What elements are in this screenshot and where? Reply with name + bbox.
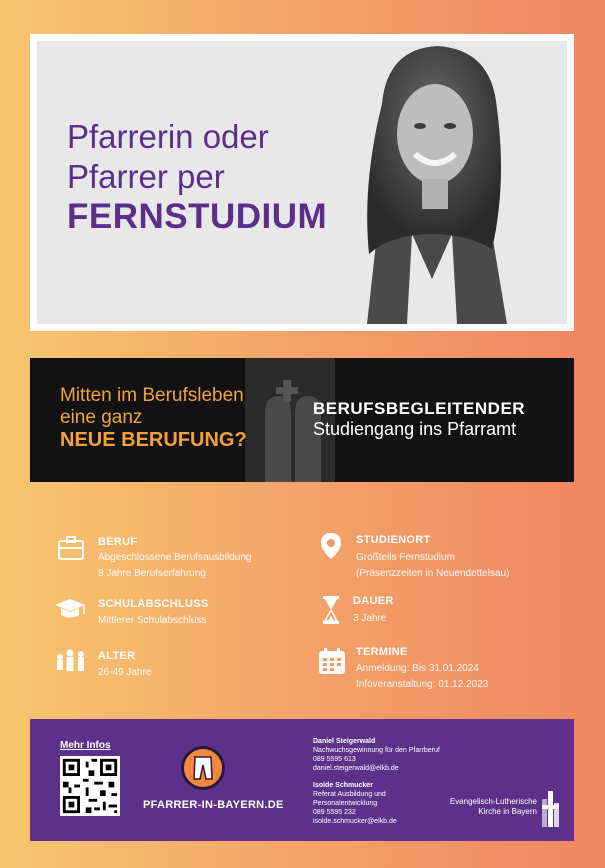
website-label[interactable]: PFARRER-IN-BAYERN.DE (143, 799, 284, 811)
dauer-line: 3 Jahre (353, 613, 387, 624)
mehr-infos-label: Mehr Infos (60, 740, 111, 751)
termine-title: TERMINE (356, 646, 408, 658)
termine-line: Anmeldung: Bis 31.01.2024 (356, 663, 479, 674)
people-icon (54, 648, 88, 672)
hero-title-line1: Pfarrerin oder (67, 118, 269, 155)
banner-right-line1: BERUFSBEGLEITENDER (313, 399, 526, 418)
banner (30, 358, 574, 482)
beruf-title: BERUF (98, 536, 138, 548)
contact-line: 089 5595 232 (313, 809, 356, 816)
qr-code[interactable] (60, 756, 120, 816)
contact-email[interactable]: isolde.schmucker@elkb.de (313, 818, 397, 825)
hero-title-line3: FERNSTUDIUM (67, 197, 328, 236)
contact-line: 089 5595 613 (313, 756, 356, 763)
graduation-cap-icon (53, 597, 87, 621)
banner-headline (60, 385, 247, 451)
alter-text (98, 665, 151, 681)
contact-line: Nachwuchsgewinnung für den Pfarrberuf (313, 747, 440, 754)
contact-email[interactable]: daniel.steigerwald@elkb.de (313, 765, 399, 772)
organization-name (445, 797, 537, 817)
hero-panel (37, 41, 567, 324)
contact-isolde (313, 781, 397, 826)
beruf-line: 8 Jahre Berufserfahrung (98, 568, 206, 579)
beruf-text (98, 550, 251, 582)
schulabschluss-text (98, 613, 206, 629)
banner-left-line1: Mitten im Berufsleben (60, 385, 244, 406)
elkb-logo-icon (542, 791, 560, 827)
hourglass-icon (320, 595, 342, 625)
studienort-line: (Präsenzzeiten in Neuendettelsau) (356, 568, 510, 579)
hero-title (67, 117, 327, 237)
hero-frame (30, 34, 574, 331)
termine-text (356, 661, 488, 693)
calendar-icon (318, 647, 346, 675)
schulabschluss-line: Mittlerer Schulabschluss (98, 615, 207, 626)
contact-line: Referat Ausbildung und (313, 791, 386, 798)
studienort-line: Großteils Fernstudium (356, 552, 455, 563)
alter-title: ALTER (98, 650, 136, 662)
banner-right-line2: Studiengang ins Pfarramt (313, 419, 517, 439)
org-line: Evangelisch-Lutherische (449, 797, 537, 806)
hero-title-line2: Pfarrer per (67, 158, 225, 195)
contact-daniel (313, 737, 440, 773)
location-pin-icon (320, 532, 342, 560)
portrait-photo (307, 41, 557, 324)
beruf-line: Abgeschlossene Berufsausbildung (98, 552, 252, 563)
pants-icon (184, 749, 222, 787)
termine-line: Infoveranstaltung: 01.12.2023 (356, 679, 489, 690)
studienort-text (356, 550, 509, 582)
studienort-title: STUDIENORT (356, 534, 431, 546)
dauer-text (353, 611, 386, 627)
banner-subline (313, 398, 525, 440)
schulabschluss-title: SCHULABSCHLUSS (98, 598, 209, 610)
briefcase-icon (57, 535, 85, 561)
contact-name: Isolde Schmucker (313, 782, 373, 789)
contact-line: Personalentwicklung (313, 800, 378, 807)
org-line: Kirche in Bayern (478, 807, 537, 816)
banner-left-line2: eine ganz (60, 407, 143, 428)
contact-name: Daniel Steigerwald (313, 738, 376, 745)
pants-logo (181, 746, 225, 790)
banner-left-line3: NEUE BERUFUNG? (60, 429, 247, 451)
alter-line: 26-49 Jahre (98, 667, 152, 678)
dauer-title: DAUER (353, 595, 394, 607)
footer (30, 719, 574, 841)
